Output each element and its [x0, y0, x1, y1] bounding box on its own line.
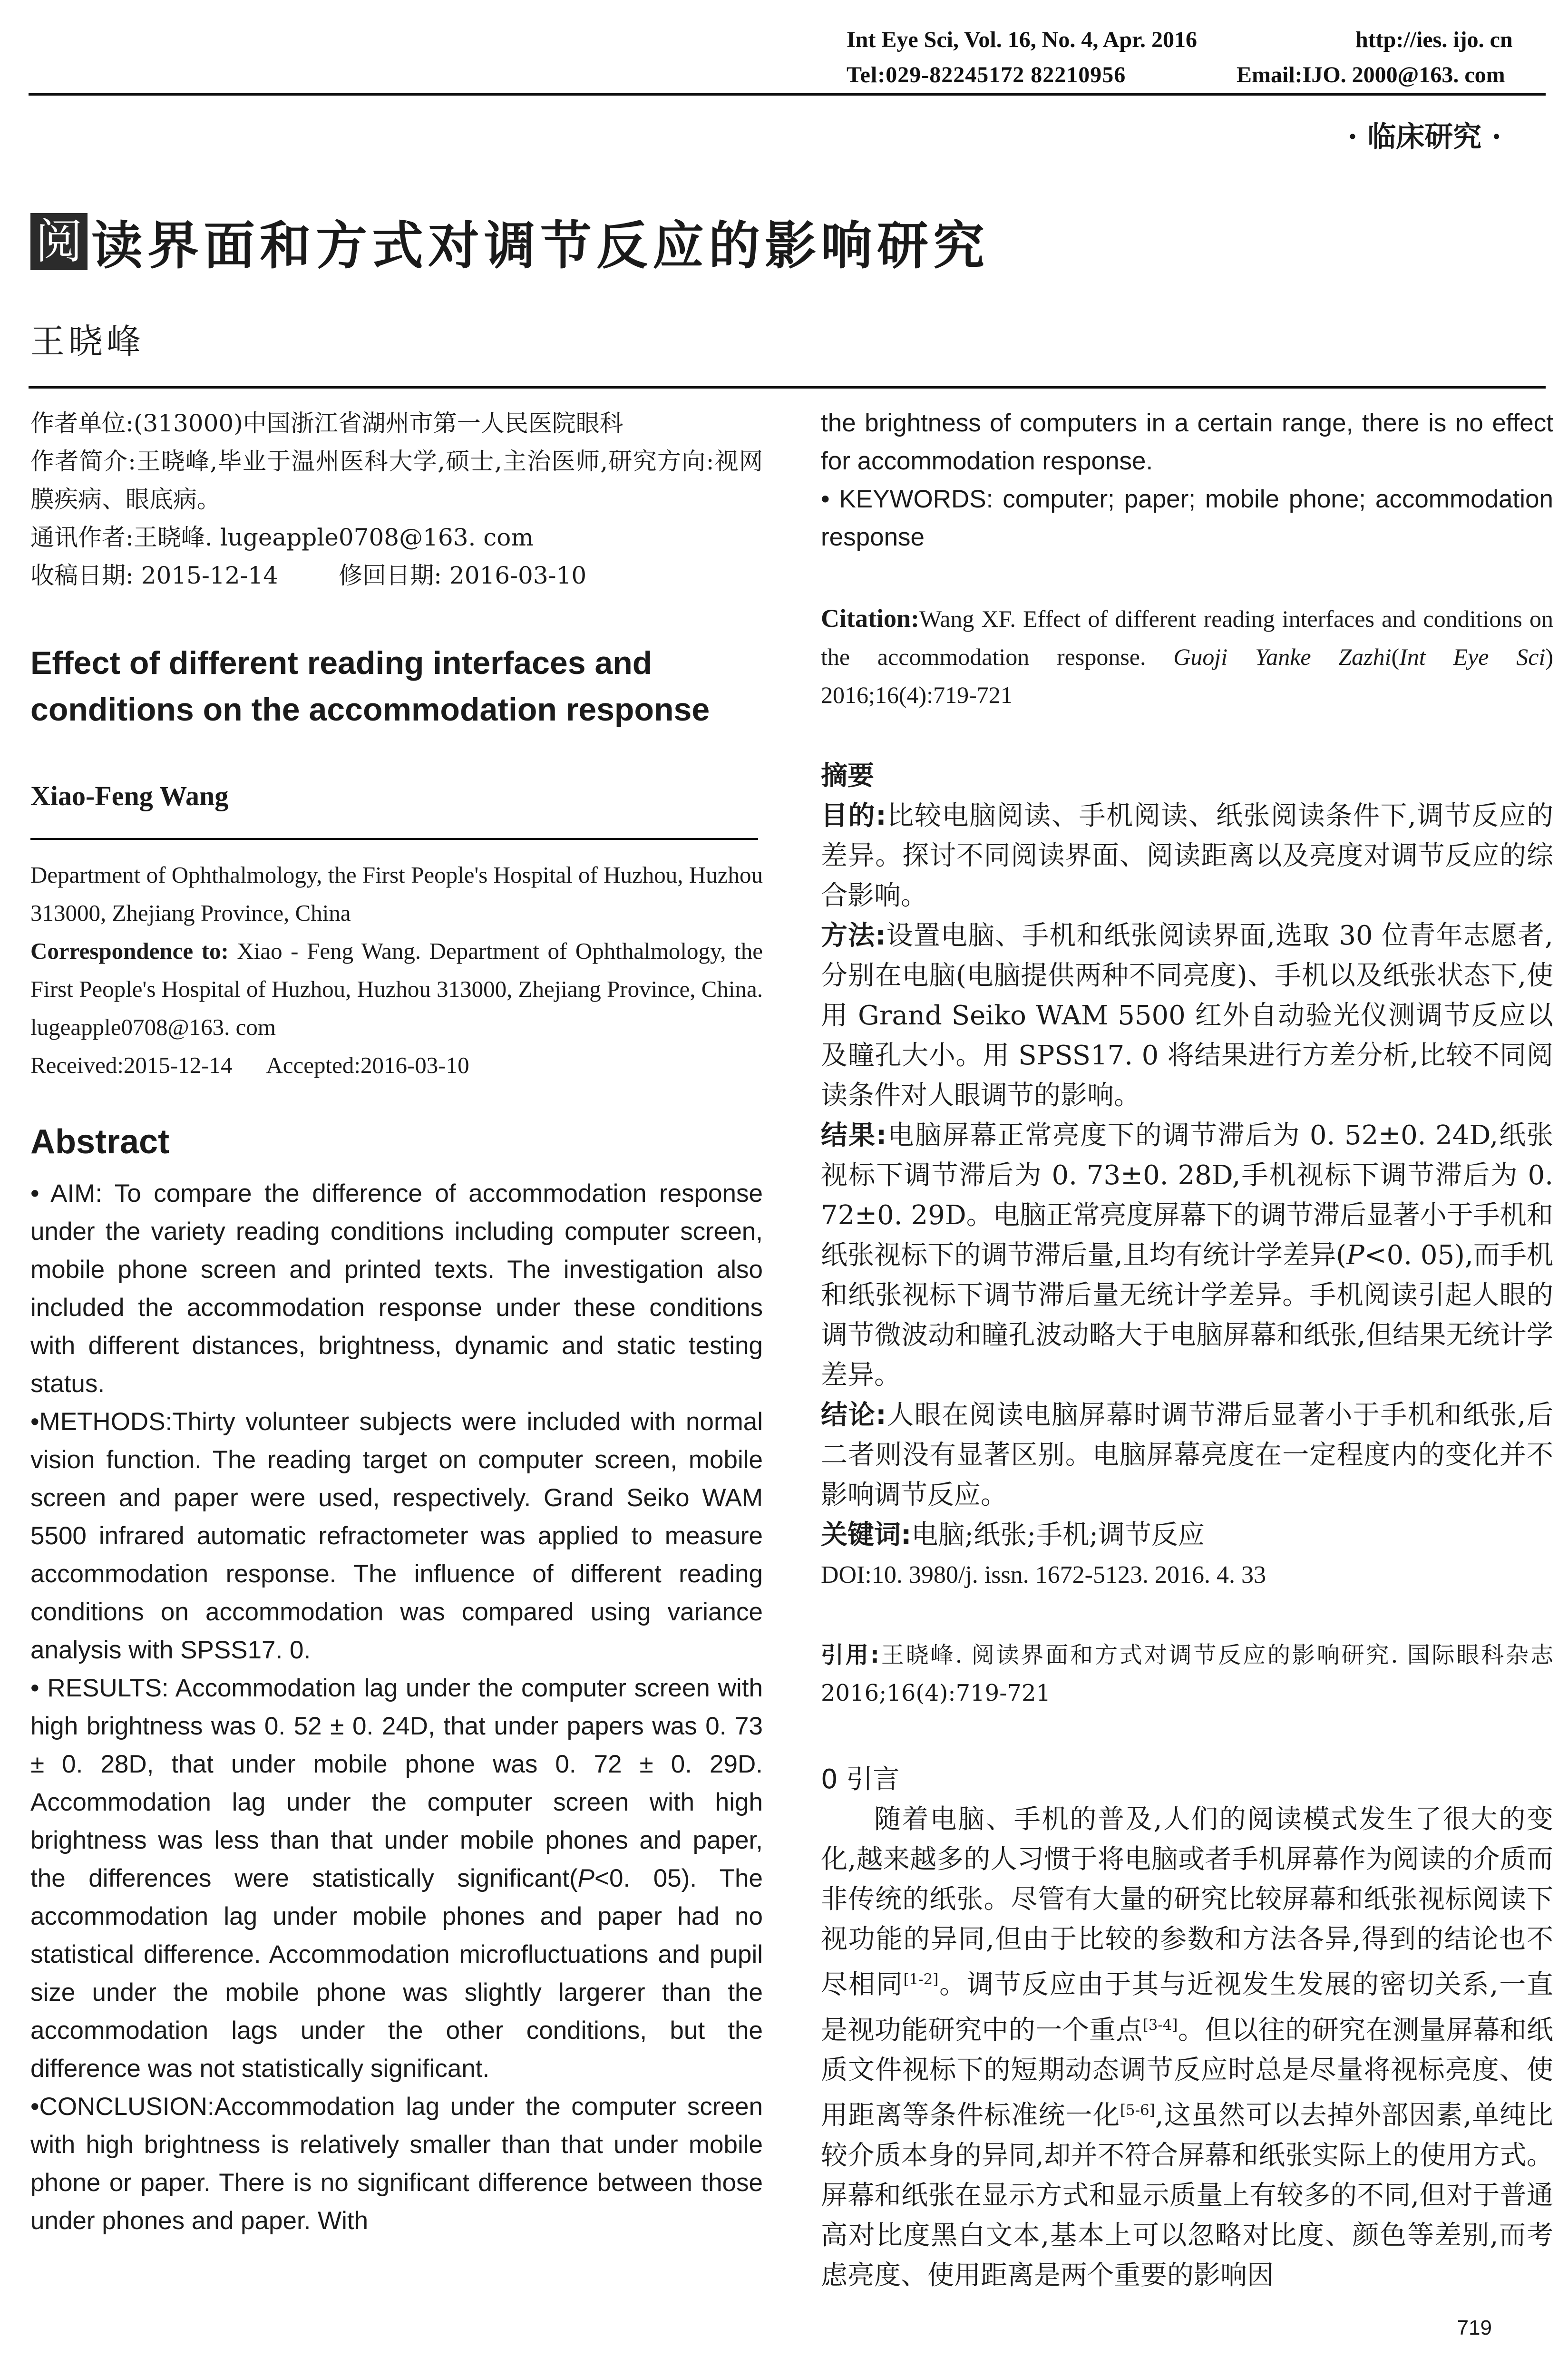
ref-3-4[interactable]: [3-4]: [1142, 2016, 1178, 2034]
abstract-continued: [821, 404, 1553, 556]
intro-text-b: 。调节反应由于其与近视发生发展的密切关系,一直是视功能研究中的一个重点: [821, 1969, 1553, 2046]
intro-text-d: ,这虽然可以去掉外部因素,单纯比较介质本身的异同,却并不符合屏幕和纸张实际上的使用方式。屏幕和纸张在显示方式和显示质量上有较多的不同,但对于普通高对比度黑白文本,基本上可以忽略对比度、颜色等差别,而考虑亮度、使用距离是两个重要的影响因: [821, 2100, 1554, 2291]
page-number: 719: [1457, 2316, 1492, 2339]
citation-en: [821, 599, 1553, 714]
cn-methods: [821, 916, 1553, 1116]
journal-url[interactable]: http://ies. ijo. cn: [1355, 27, 1513, 52]
received-dates-en: Received:2015-12-14 Accepted:2016-03-10: [30, 1052, 469, 1078]
department: Department of Ophthalmology, the First People's Hospital of Huzhou, Huzhou 313000, Zhejiang Province, China: [30, 862, 763, 926]
results-part-b: <0. 05). The accommodation lag under mobile phones and paper had no statistical difference. Accommodation microfluctuations and pupil size under the mobile phone was slightly largerer than the accommodation lags under the other conditions, but the difference was not statistically significant.: [30, 1864, 763, 2083]
title-rule: [29, 386, 1546, 389]
conclusion-continued: the brightness of computers in a certain range, there is no effect for accommodation response.: [821, 409, 1553, 475]
citation-paragraph: [821, 599, 1553, 714]
intro-heading: 0 引言: [821, 1764, 900, 1795]
cn-methods-text: 设置电脑、手机和纸张阅读界面,选取 30 位青年志愿者,分别在电脑(电脑提供两种不同亮度)、手机以及纸张状态下,使用 Grand Seiko WAM 5500 红外自动验光仪测调节反应以及瞳孔大小。用 SPSS17. 0 将结果进行方差分析,比较不同阅读条件对人眼调节的影响。: [821, 920, 1553, 1111]
journal-email[interactable]: Email:IJO. 2000@163. com: [1237, 62, 1505, 88]
cn-conclusion: [821, 1395, 1553, 1515]
header-rule: [29, 93, 1546, 96]
results-p-italic: P: [577, 1864, 595, 1892]
author-info: [30, 404, 763, 594]
english-affiliation: [30, 856, 763, 1084]
journal-citation-header: Int Eye Sci, Vol. 16, No. 4, Apr. 2016: [847, 27, 1198, 52]
cn-aim-label: 目的:: [821, 800, 886, 831]
author-unit: 作者单位:(313000)中国浙江省湖州市第一人民医院眼科: [30, 409, 623, 437]
cn-conclusion-label: 结论:: [821, 1400, 886, 1431]
cn-citation-text: 王晓峰. 阅读界面和方式对调节反应的影响研究. 国际眼科杂志 2016;16(4):719-721: [821, 1642, 1553, 1706]
cn-abstract-heading: 摘要: [821, 760, 874, 791]
intro-text-c: 。但以往的研究在测量屏幕和纸质文件视标下的短期动态调节反应时总是尽量将视标亮度、使用距离等条件标准统一化: [821, 2015, 1554, 2131]
chinese-abstract: [821, 756, 1553, 1595]
cn-conclusion-text: 人眼在阅读电脑屏幕时调节滞后显著小于手机和纸张,后二者则没有显著区别。电脑屏幕亮度在一定程度内的变化并不影响调节反应。: [821, 1400, 1553, 1510]
cn-keywords-label: 关键词:: [821, 1520, 912, 1550]
abstract-methods: •METHODS:Thirty volunteer subjects were included with normal vision function. The reading target on computer screen, mobile screen and paper were used, respectively. Grand Seiko WAM 5500 infrared automatic refractometer was applied to measure accommodation response. The influence of different reading conditions on accommodation was compared using variance analysis with SPSS17. 0.: [30, 1408, 763, 1664]
english-title: Effect of different reading interfaces and conditions on the accommodation response: [30, 645, 710, 728]
title-drop-char: 阅: [30, 213, 88, 270]
cn-keywords-text: 电脑;纸张;手机;调节反应: [911, 1520, 1205, 1550]
cn-aim: [821, 796, 1553, 916]
abstract-conclusion: •CONCLUSION:Accommodation lag under the computer screen with high brightness is relatively smaller than that under mobile phone or paper. There is no significant difference between those under phones and paper. With: [30, 2093, 763, 2235]
doi[interactable]: DOI:10. 3980/j. issn. 1672-5123. 2016. 4. 33: [821, 1561, 1266, 1588]
citation-text-a: Wang XF. Effect of different reading interfaces and conditions on the accommodation response.: [821, 605, 1553, 670]
citation-abbr: Int Eye Sci: [1399, 643, 1546, 670]
cn-keywords: [821, 1515, 1553, 1555]
abstract-heading: Abstract: [30, 1123, 170, 1161]
results-part-a: • RESULTS: Accommodation lag under the computer screen with high brightness was 0. 52 ± 0. 24D, that under papers was 0. 73 ± 0. 28D, that under mobile phone was 0. 72 ± 0. 29D. Accommodation lag under the computer screen with high brightness was less than that under mobile phones and paper, the differences were statistically significant(: [30, 1674, 763, 1892]
correspondence-text: Xiao - Feng Wang. Department of Ophthalmology, the First People's Hospital of Huzhou, Huzhou 313000, Zhejiang Province, China. lugeapple0708@163. com: [30, 938, 763, 1040]
cn-citation-label: 引用:: [821, 1642, 879, 1668]
intro-text-a: 随着电脑、手机的普及,人们的阅读模式发生了很大的变化,越来越多的人习惯于将电脑或者手机屏幕作为阅读的介质而非传统的纸张。尽管有大量的研究比较屏幕和纸张视标阅读下视功能的异同,但由于比较的参数和方法各异,得到的结论也不尽相同: [821, 1804, 1553, 2000]
cn-results-a: 电脑屏幕正常亮度下的调节滞后为 0. 52±0. 24D,纸张视标下调节滞后为 0. 73±0. 28D,手机视标下调节滞后为 0. 72±0. 29D。电脑正常亮度屏幕下的调节滞后显著小于手机和纸张视标下的调节滞后量,且均有统计学差异(: [821, 1120, 1553, 1271]
ref-5-6[interactable]: [5-6]: [1120, 2102, 1155, 2119]
correspondence-label: Correspondence to:: [30, 938, 229, 964]
citation-journal: Guoji Yanke Zazhi: [1173, 643, 1392, 670]
author-rule: [30, 838, 758, 840]
introduction: [821, 1760, 1553, 2296]
received-dates-cn: 收稿日期: 2015-12-14 修回日期: 2016-03-10: [30, 562, 587, 589]
journal-tel: Tel:029-82245172 82210956: [847, 62, 1126, 88]
intro-paragraph: [821, 1800, 1553, 2296]
cn-results-b: <0. 05),而手机和纸张视标下调节滞后量无统计学差异。手机阅读引起人眼的调节微波动和瞳孔波动略大于电脑屏幕和纸张,但结果无统计学差异。: [821, 1240, 1553, 1391]
abstract-aim: • AIM: To compare the difference of accommodation response under the variety reading conditions including computer screen, mobile phone screen and printed texts. The investigation also included the accommodation response under these conditions with different distances, brightness, dynamic and static testing status.: [30, 1179, 763, 1398]
author-name-cn: 王晓峰: [30, 321, 145, 361]
cn-results-p: P: [1346, 1240, 1364, 1271]
citation-paren-open: (: [1391, 643, 1400, 670]
cn-results-label: 结果:: [821, 1120, 887, 1151]
cn-results: [821, 1116, 1553, 1395]
cn-citation-paragraph: [821, 1636, 1553, 1712]
title-text: 读界面和方式对调节反应的影响研究: [91, 216, 990, 276]
cn-citation: [821, 1636, 1553, 1712]
keywords-en: • KEYWORDS: computer; paper; mobile phone; accommodation response: [821, 485, 1553, 551]
citation-text-b: ) 2016;16(4):719-721: [821, 643, 1553, 708]
ref-1-2[interactable]: [1-2]: [903, 1971, 939, 1988]
author-bio: 作者简介:王晓峰,毕业于温州医科大学,硕士,主治医师,研究方向:视网膜疾病、眼底病。: [30, 448, 763, 513]
abstract-results: [30, 1669, 763, 2088]
english-author: Xiao-Feng Wang: [30, 780, 229, 811]
citation-label: Citation:: [821, 604, 919, 633]
cn-aim-text: 比较电脑阅读、手机阅读、纸张阅读条件下,调节反应的差异。探讨不同阅读界面、阅读距离以及亮度对调节反应的综合影响。: [821, 800, 1553, 911]
abstract-body: [30, 1175, 763, 2240]
correspondence: [30, 932, 763, 1046]
corresponding-author: 通讯作者:王晓峰. lugeapple0708@163. com: [30, 524, 534, 551]
cn-methods-label: 方法:: [821, 920, 886, 951]
section-label: · 临床研究 ·: [1347, 120, 1501, 154]
article-title: [30, 205, 989, 278]
